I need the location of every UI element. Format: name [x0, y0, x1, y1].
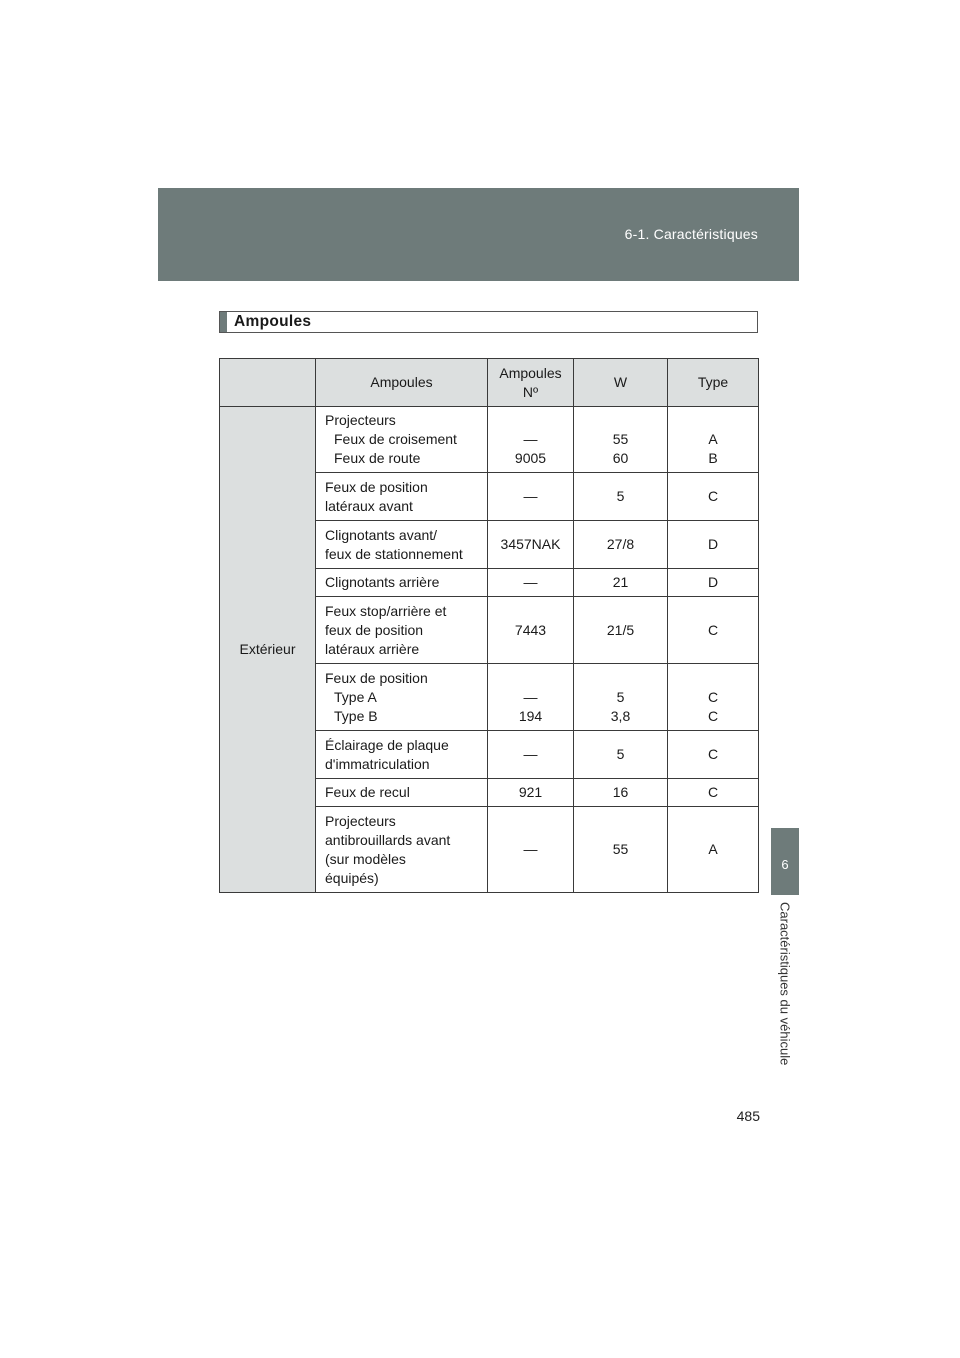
wattage-value: 60: [612, 450, 629, 466]
bulb-number: —: [523, 431, 538, 447]
type-value: D: [668, 521, 759, 569]
type-value: C: [707, 707, 719, 724]
bulb-name-line: Projecteurs: [325, 412, 396, 428]
bulb-number: —: [488, 569, 574, 597]
header-line: Nº: [522, 383, 539, 400]
bulb-name-line: feux de stationnement: [325, 545, 463, 562]
wattage-value: 5: [574, 731, 668, 779]
header-cell-ampoules-no: [488, 359, 574, 407]
bulb-number: —: [488, 731, 574, 779]
wattage-value: 5: [616, 688, 625, 705]
bulb-name-line: Projecteurs: [325, 812, 396, 829]
bulb-name-line: Type A: [334, 688, 377, 705]
type-value: D: [668, 569, 759, 597]
title-accent-bar: [220, 312, 227, 332]
bulb-name-line: Feux de position: [325, 478, 428, 495]
table-header-row: [220, 359, 759, 407]
bulb-name-cell: [316, 473, 488, 521]
bulb-name-line: Clignotants arrière: [325, 574, 440, 590]
wattage-value: 21/5: [574, 597, 668, 664]
chapter-tab: [771, 828, 799, 895]
table-row: [220, 407, 759, 473]
wattage-value: 16: [574, 779, 668, 807]
bulb-number-cell: [488, 664, 574, 731]
bulb-number: 921: [488, 779, 574, 807]
bulb-name-line: antibrouillards avant: [325, 831, 451, 848]
bulb-name-line: (sur modèles: [325, 850, 406, 867]
bulb-name-line: Feux de croisement: [334, 431, 457, 447]
wattage-value: 55: [612, 431, 629, 447]
bulb-name-cell: [316, 731, 488, 779]
wattage-value: 5: [574, 473, 668, 521]
wattage-cell: [574, 407, 668, 473]
bulb-number: 7443: [488, 597, 574, 664]
bulb-number-cell: [488, 407, 574, 473]
wattage-value: 21: [574, 569, 668, 597]
type-value: C: [668, 597, 759, 664]
bulb-name-cell: [316, 807, 488, 893]
type-value: B: [708, 450, 718, 466]
wattage-cell: [574, 664, 668, 731]
bulb-name-line: latéraux avant: [325, 497, 413, 514]
section-title: [219, 311, 758, 333]
bulb-name-cell: [316, 569, 488, 597]
bulb-name-cell: [316, 407, 488, 473]
wattage-value: 3,8: [610, 707, 631, 724]
header-cell-type: Type: [668, 359, 759, 407]
bulb-name-line: Clignotants avant/: [325, 526, 438, 543]
header-cell-ampoules: Ampoules: [316, 359, 488, 407]
header-cell-w: W: [574, 359, 668, 407]
header-cell-empty: [220, 359, 316, 407]
bulb-name-line: Feux stop/arrière et: [325, 602, 447, 619]
bulb-name-cell: [316, 779, 488, 807]
type-value: A: [668, 807, 759, 893]
wattage-value: 55: [574, 807, 668, 893]
header-line: Ampoules: [499, 364, 562, 381]
bulb-number: —: [488, 473, 574, 521]
bulbs-table: [219, 358, 759, 893]
type-value: C: [707, 688, 719, 705]
bulb-number: —: [523, 688, 538, 705]
chapter-number: 6: [781, 857, 789, 872]
bulb-name-cell: [316, 597, 488, 664]
wattage-value: 27/8: [574, 521, 668, 569]
bulb-name-line: Éclairage de plaque: [325, 736, 449, 753]
bulb-name-line: Type B: [334, 707, 378, 724]
type-value: A: [708, 431, 718, 447]
type-value: C: [668, 473, 759, 521]
bulb-number: —: [488, 807, 574, 893]
bulb-number: 194: [518, 707, 543, 724]
bulb-number: 3457NAK: [488, 521, 574, 569]
bulb-name-line: Feux de position: [325, 669, 428, 686]
type-value: C: [668, 731, 759, 779]
bulb-name-cell: [316, 521, 488, 569]
bulb-name-line: latéraux arrière: [325, 640, 420, 657]
bulb-name-line: d'immatriculation: [325, 755, 430, 772]
type-cell: [668, 664, 759, 731]
bulb-name-line: équipés): [325, 869, 379, 886]
bulb-name-cell: [316, 664, 488, 731]
section-header: 6-1. Caractéristiques: [624, 226, 758, 242]
bulb-name-line: Feux de recul: [325, 784, 410, 800]
type-value: C: [668, 779, 759, 807]
chapter-label: Caractéristiques du véhicule: [777, 902, 793, 1066]
header-band: [158, 188, 799, 281]
page-number: 485: [736, 1108, 760, 1124]
bulb-name-line: Feux de route: [334, 450, 421, 466]
bulb-number: 9005: [514, 450, 547, 466]
category-cell: Extérieur: [220, 407, 316, 893]
section-title-text: Ampoules: [234, 313, 312, 330]
type-cell: [668, 407, 759, 473]
bulb-name-line: feux de position: [325, 621, 424, 638]
